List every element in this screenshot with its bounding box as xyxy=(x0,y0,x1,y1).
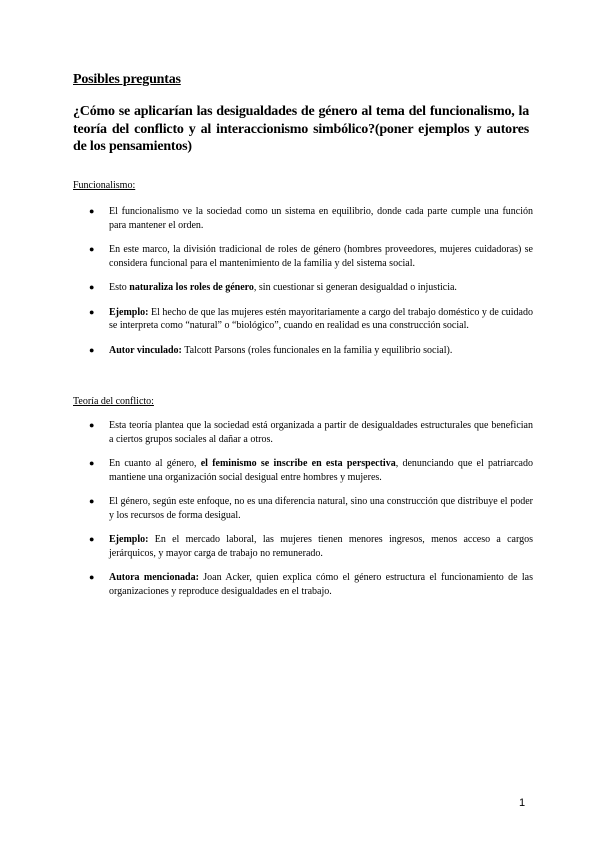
bullet-icon: ● xyxy=(89,344,95,355)
bullet-icon: ● xyxy=(89,496,95,506)
list-item xyxy=(73,533,533,560)
list-item-emphasis: naturaliza los roles de género xyxy=(129,282,254,293)
list-item xyxy=(73,306,533,333)
list-item-text: , denunciando que el patriarcado mantiene una organización social desigual entre hombres y mujeres. xyxy=(109,458,533,483)
list-item-text: En este marco, la división tradicional de roles de género (hombres proveedores, mujeres cuidadoras) se considera funcional para el mantenimiento de la familia y del sistema social. xyxy=(109,244,533,269)
list-item-text: Talcott Parsons (roles funcionales en la familia y equilibrio social). xyxy=(181,344,453,356)
list-item xyxy=(73,457,533,484)
section-heading-conflicto: Teoría del conflicto: xyxy=(73,396,154,407)
bullet-list-conflicto xyxy=(73,419,533,609)
list-item-text: El género, según este enfoque, no es una diferencia natural, sino una construcción que distribuye el poder y los recursos de forma desigual. xyxy=(109,496,533,521)
list-item-emphasis: Autora mencionada: xyxy=(109,572,199,583)
list-item-text: El hecho de que las mujeres estén mayoritariamente a cargo del trabajo doméstico y de cuidado se interpreta como “natural” o “biológico”, cuando en realidad es una construcción social. xyxy=(109,306,533,331)
page-number: 1 xyxy=(519,797,526,809)
section-heading-funcionalismo: Funcionalismo: xyxy=(73,180,136,191)
list-item xyxy=(73,344,533,358)
list-item-text: Esta teoría plantea que la sociedad está organizada a partir de desigualdades estructurales que benefician a ciertos grupos sociales al dañar a otros. xyxy=(109,420,533,445)
list-item-text: En el mercado laboral, las mujeres tienen menores ingresos, menos acceso a cargos jerárquicos, y mayor carga de trabajo no remunerado. xyxy=(109,534,533,559)
list-item-prefix: En cuanto al género, xyxy=(109,458,201,469)
document-title: Posibles preguntas xyxy=(73,72,181,87)
bullet-icon: ● xyxy=(89,420,95,430)
list-item xyxy=(73,205,533,232)
bullet-icon: ● xyxy=(89,206,95,216)
bullet-icon: ● xyxy=(89,458,95,468)
list-item xyxy=(73,495,533,522)
list-item xyxy=(73,571,533,598)
list-item-emphasis: Autor vinculado: xyxy=(109,344,182,356)
list-item-text: Joan Acker, quien explica cómo el género estructura el funcionamiento de las organizaciones y reproduce desigualdades en el trabajo. xyxy=(109,572,533,597)
list-item-emphasis: Ejemplo: xyxy=(109,534,149,545)
bullet-icon: ● xyxy=(89,534,95,544)
question-text: ¿Cómo se aplicarían las desigualdades de género al tema del funcionalismo, la teoría del conflicto y al interaccionismo simbólico?(poner ejemplos y autores de los pensamientos) xyxy=(73,104,529,154)
list-item-emphasis: Ejemplo: xyxy=(109,306,149,318)
list-item xyxy=(73,281,533,295)
list-item xyxy=(73,419,533,446)
bullet-icon: ● xyxy=(89,282,95,292)
bullet-list-funcionalismo xyxy=(73,205,533,368)
list-item-prefix: Esto xyxy=(109,282,130,293)
list-item-emphasis: el feminismo se inscribe en esta perspectiva xyxy=(200,458,396,469)
list-item xyxy=(73,243,533,270)
bullet-icon: ● xyxy=(89,244,95,254)
bullet-icon: ● xyxy=(89,306,95,317)
list-item-text: , sin cuestionar si generan desigualdad o injusticia. xyxy=(253,282,457,293)
list-item-text: El funcionalismo ve la sociedad como un sistema en equilibrio, donde cada parte cumple una función para mantener el orden. xyxy=(109,206,533,231)
bullet-icon: ● xyxy=(89,572,95,582)
